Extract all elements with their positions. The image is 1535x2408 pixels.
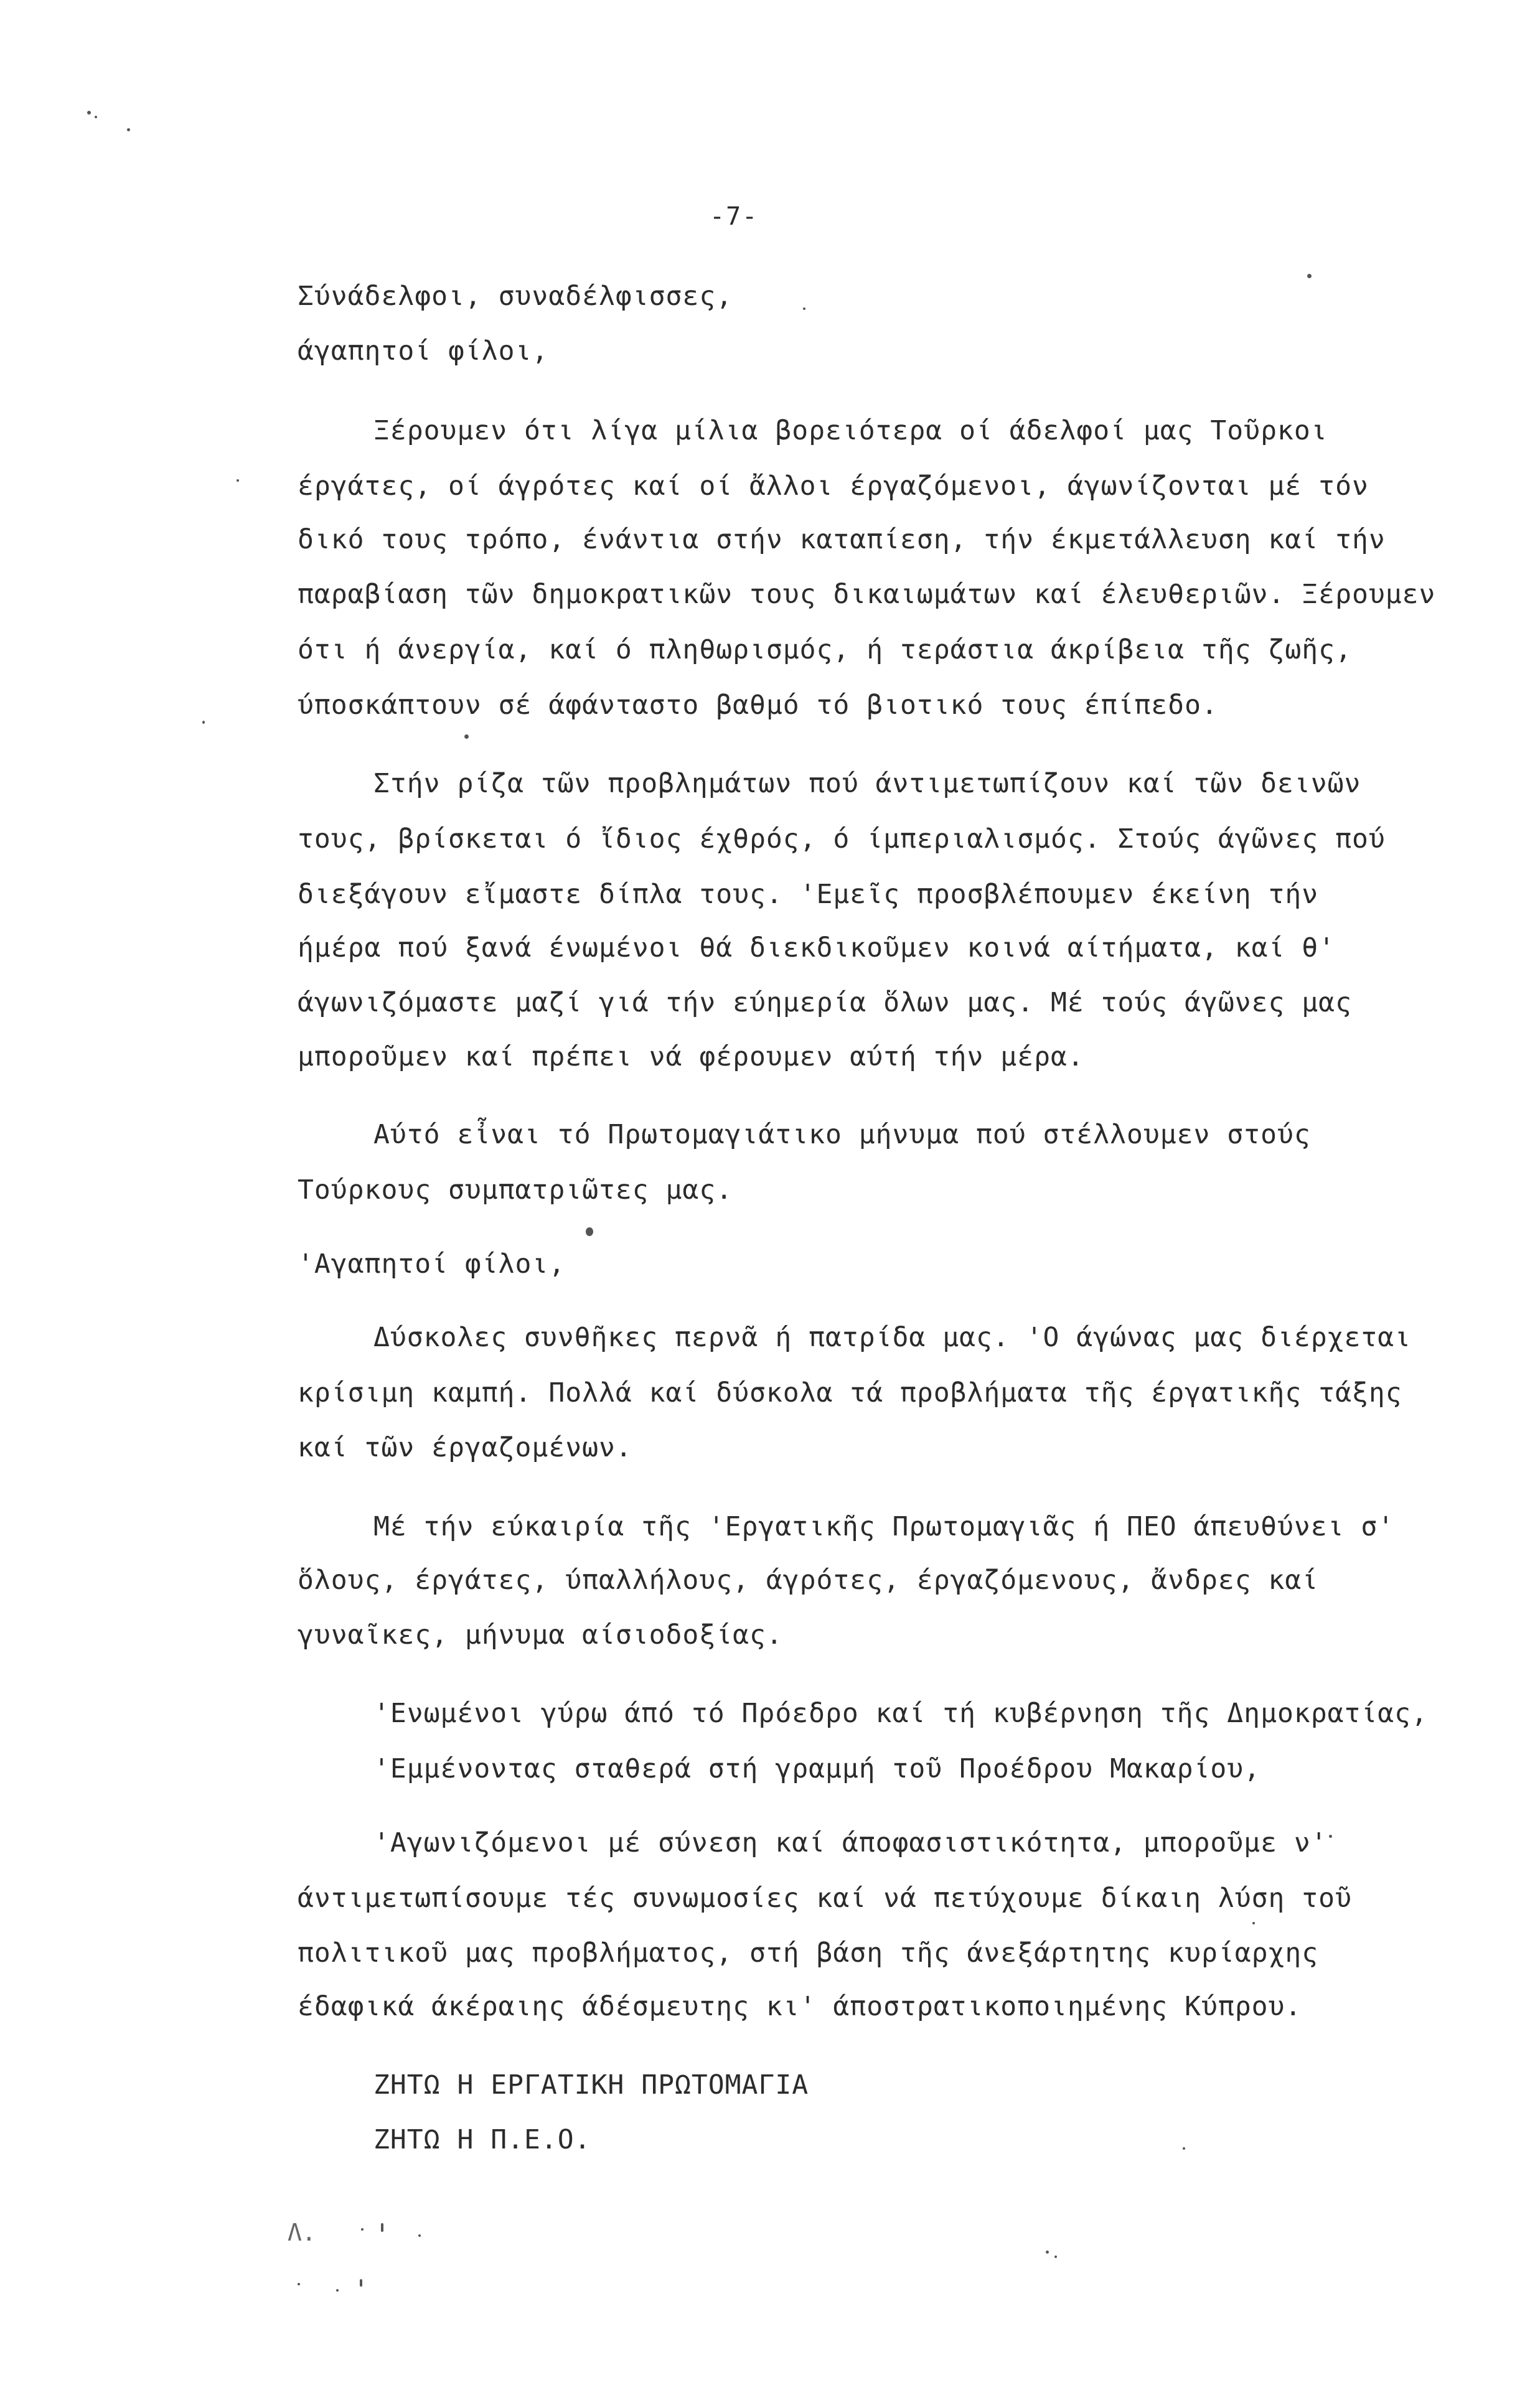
text-line: 'Ενωμένοι γύρω άπό τό Πρόεδρο καί τή κυβέρνηση τῆς Δημοκρατίας, bbox=[373, 1698, 1428, 1729]
text-line: ὅλους, έργάτες, ύπαλλήλους, άγρότες, έργαζόμενους, ἄνδρες καί bbox=[298, 1565, 1319, 1596]
scan-speck bbox=[336, 2289, 339, 2292]
slogan-line: ΖΗΤΩ Η Π.Ε.Ο. bbox=[373, 2124, 591, 2155]
scan-speck bbox=[586, 1227, 593, 1236]
text-line: έδαφικά άκέραιης άδέσμευτης κι' άποστρατικοποιημένης Κύπρου. bbox=[298, 1991, 1302, 2022]
text-line: ότι ή άνεργία, καί ό πληθωρισμός, ή τεράστια άκρίβεια τῆς ζωῆς, bbox=[298, 634, 1352, 665]
page-number: -7- bbox=[710, 202, 759, 231]
scan-speck bbox=[381, 2223, 383, 2232]
scan-speck bbox=[418, 2234, 421, 2237]
text-line: άγωνιζόμαστε μαζί γιά τήν εύημερία ὅλων μας. Μέ τούς άγῶνες μας bbox=[298, 987, 1352, 1018]
text-line: τους, βρίσκεται ό ἴδιος έχθρός, ό ίμπεριαλισμός. Στούς άγῶνες πού bbox=[298, 823, 1386, 855]
text-line: άγαπητοί φίλοι, bbox=[298, 335, 549, 367]
scan-speck bbox=[464, 734, 469, 739]
text-line: Αύτό εἶναι τό Πρωτομαγιάτικο μήνυμα πού στέλλουμεν στούς bbox=[373, 1119, 1311, 1150]
scan-speck bbox=[361, 2228, 364, 2231]
text-line: διεξάγουν εἴμαστε δίπλα τους. 'Εμεῖς προσβλέπουμεν έκείνη τήν bbox=[298, 879, 1319, 910]
scan-speck bbox=[1054, 2256, 1057, 2258]
text-line: κρίσιμη καμπή. Πολλά καί δύσκολα τά προβλήματα τῆς έργατικῆς τάξης bbox=[298, 1377, 1402, 1408]
text-line: άντιμετωπίσουμε τές συνωμοσίες καί νά πετύχουμε δίκαιη λύση τοῦ bbox=[298, 1883, 1352, 1914]
text-line: καί τῶν έργαζομένων. bbox=[298, 1432, 632, 1463]
text-line: μποροῦμεν καί πρέπει νά φέρουμεν αύτή τήν μέρα. bbox=[298, 1041, 1084, 1072]
text-line: δικό τους τρόπο, ένάντια στήν καταπίεση, τήν έκμετάλλευση καί τήν bbox=[298, 524, 1386, 555]
scan-speck bbox=[1183, 2147, 1185, 2150]
scan-speck bbox=[360, 2279, 362, 2287]
text-line: Τούρκους συμπατριῶτες μας. bbox=[298, 1174, 733, 1206]
text-line: έργάτες, οί άγρότες καί οί ἄλλοι έργαζόμενοι, άγωνίζονται μέ τόν bbox=[298, 471, 1369, 502]
scan-speck bbox=[1307, 274, 1312, 278]
text-line: πολιτικοῦ μας προβλήματος, στή βάση τῆς άνεξάρτητης κυρίαρχης bbox=[298, 1937, 1319, 1969]
scan-speck bbox=[95, 116, 97, 118]
scan-speck bbox=[1252, 1922, 1255, 1924]
text-line: ήμέρα πού ξανά ένωμένοι θά διεκδικοῦμεν κοινά αίτήματα, καί θ' bbox=[298, 932, 1336, 963]
footer-mark: Λ. bbox=[288, 2219, 316, 2246]
scan-speck bbox=[127, 128, 130, 131]
scan-speck bbox=[1329, 1835, 1332, 1838]
scan-speck bbox=[298, 2283, 300, 2285]
slogan-line: ΖΗΤΩ Η ΕΡΓΑΤΙΚΗ ΠΡΩΤΟΜΑΓΙΑ bbox=[373, 2069, 809, 2101]
text-line: παραβίαση τῶν δημοκρατικῶν τους δικαιωμάτων καί έλευθεριῶν. Ξέρουμεν bbox=[298, 579, 1436, 610]
text-line: 'Αγωνιζόμενοι μέ σύνεση καί άποφασιστικότητα, μποροῦμε ν' bbox=[373, 1827, 1328, 1858]
scan-speck bbox=[237, 479, 239, 482]
text-line: Σύνάδελφοι, συναδέλφισσες, bbox=[298, 281, 733, 312]
scan-speck bbox=[87, 111, 91, 115]
text-line: Δύσκολες συνθῆκες περνᾶ ή πατρίδα μας. 'Ο άγώνας μας διέρχεται bbox=[373, 1322, 1412, 1353]
text-line: γυναῖκες, μήνυμα αίσιοδοξίας. bbox=[298, 1619, 783, 1651]
scan-speck bbox=[803, 307, 805, 310]
text-line: 'Εμμένοντας σταθερά στή γραμμή τοῦ Προέδρου Μακαρίου, bbox=[373, 1753, 1261, 1784]
text-line: Ξέρουμεν ότι λίγα μίλια βορειότερα οί άδελφοί μας Τοῦρκοι bbox=[373, 415, 1328, 446]
text-line: ύποσκάπτουν σέ άφάνταστο βαθμό τό βιοτικό τους έπίπεδο. bbox=[298, 690, 1218, 721]
scan-speck bbox=[1046, 2251, 1049, 2254]
text-line: Στήν ρίζα τῶν προβλημάτων πού άντιμετωπίζουν καί τῶν δεινῶν bbox=[373, 768, 1361, 799]
text-line: Μέ τήν εύκαιρία τῆς 'Εργατικῆς Πρωτομαγιᾶς ή ΠΕΟ άπευθύνει σ' bbox=[373, 1511, 1395, 1542]
text-line: 'Αγαπητοί φίλοι, bbox=[298, 1249, 566, 1280]
scan-speck bbox=[202, 721, 205, 724]
